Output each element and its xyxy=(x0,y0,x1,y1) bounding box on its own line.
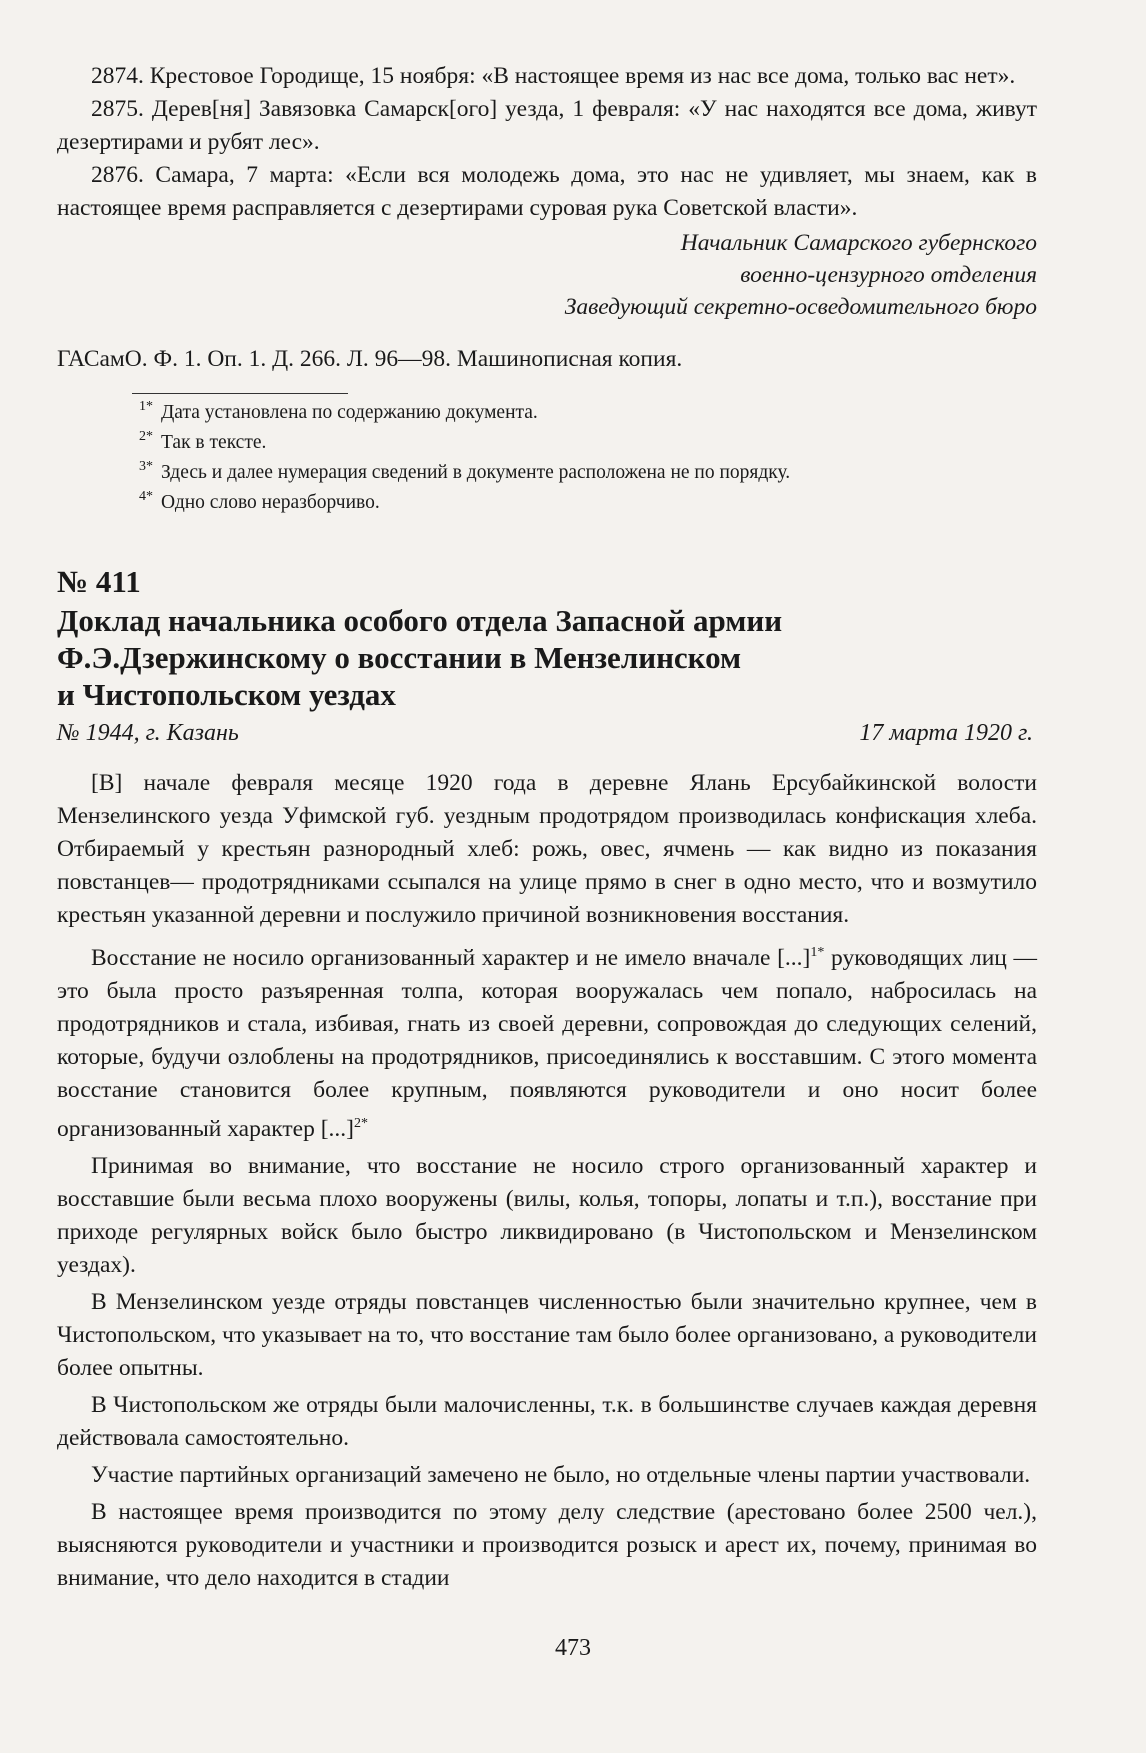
footnote-ref: 1* xyxy=(810,945,825,960)
document-ref: № 1944, г. Казань xyxy=(57,720,239,746)
body-paragraph: [В] начале февраля месяце 1920 года в деревне Ялань Ерсубайкинской волости Мензелинского уезда Уфимской губ. уездным продотрядом производилась конфискация хлеба. Отбираемый у крестьян разнородный хлеб: рожь, овес, ячмень — как видно из показания повстанцев— продотрядниками ссыпался на улице прямо в снег в одно место, что и возмутило крестьян указанной деревни и послужило причиной возникновения восстания. xyxy=(57,770,1037,928)
reports xyxy=(57,60,1037,225)
page-content xyxy=(57,60,1037,1599)
body-paragraph: В Чистопольском же отряды были малочисленны, т.к. в большинстве случаев каждая деревня действовала самостоятельно. xyxy=(57,1391,1037,1451)
document-number: № 411 xyxy=(57,564,141,599)
footnote: 2* Так в тексте. xyxy=(139,429,267,453)
footnote: 1* Дата установлена по содержанию документа. xyxy=(139,399,538,423)
report-2874: 2874. Крестовое Городище, 15 ноября: «В настоящее время из нас все дома, только вас нет». xyxy=(91,63,1016,89)
document-title-line: Ф.Э.Дзержинскому о восстании в Мензелинском xyxy=(57,640,742,675)
document-body xyxy=(57,767,1037,1595)
signature-line: военно-цензурного отделения xyxy=(740,262,1037,288)
report-2875: 2875. Дерев[ня] Завязовка Самарск[ого] уезда, 1 февраля: «У нас находятся все дома, живут дезертирами и рубят лес». xyxy=(57,96,1037,155)
body-paragraph: Восстание не носило организованный характер и не имело вначале [...]$^{1*}$ руководящих лиц — это была просто разъяренная толпа, которая вооружалась чем попало, набросилась на продотрядников и стала, избивая, гнать из своей деревни, сопровождая до следующих селений, которые, будучи озлоблены на продотрядников, присоединялись к восставшим. С этого момента восстание становится более крупным, появляются руководители и оно носит более организованный характер [...]$^{2*}$ xyxy=(57,944,1037,1142)
body-paragraph: Принимая во внимание, что восстание не носило строго организованный характер и восставшие были весьма плохо вооружены (вилы, колья, топоры, лопаты и т.п.), восстание при приходе регулярных войск было быстро ликвидировано (в Чистопольском и Мензелинском уездах). xyxy=(57,1152,1037,1278)
document-meta xyxy=(57,717,1037,749)
footnotes xyxy=(57,398,1037,518)
report-2876: 2876. Самара, 7 марта: «Если вся молодежь дома, это нас не удивляет, мы знаем, как в настоящее время расправляется с дезертирами суровая рука Советской власти». xyxy=(57,162,1037,221)
document-title-line: и Чистопольском уездах xyxy=(57,677,396,712)
signature-line: Заведующий секретно-осведомительного бюро xyxy=(564,294,1037,320)
document-title-line: Доклад начальника особого отдела Запасной армии xyxy=(57,603,783,638)
footnote-ref: 2* xyxy=(354,1115,368,1131)
document-title xyxy=(57,604,1037,711)
signature-block xyxy=(57,227,1037,323)
body-paragraph: В настоящее время производится по этому делу следствие (арестовано более 2500 чел.), выясняются руководители и участники и производится розыск и арест их, почему, принимая во внимание, что дело находится в стадии xyxy=(57,1498,1037,1591)
footnote-divider xyxy=(132,393,348,394)
body-paragraph: В Мензелинском уезде отряды повстанцев численностью были значительно крупнее, чем в Чистопольском, что указывает на то, что восстание там было более организовано, а руководители более опытны. xyxy=(57,1288,1037,1381)
page-number: 473 xyxy=(555,1635,591,1661)
footnote: 3* Здесь и далее нумерация сведений в документе расположена не по порядку. xyxy=(139,459,791,483)
signature-line: Начальник Самарского губернского xyxy=(680,230,1037,256)
footnote: 4* Одно слово неразборчиво. xyxy=(139,489,380,513)
body-paragraph: Участие партийных организаций замечено не было, но отдельные члены партии участвовали. xyxy=(91,1461,1031,1488)
archive-source: ГАСамО. Ф. 1. Оп. 1. Д. 266. Л. 96—98. Машинописная копия. xyxy=(57,346,683,372)
document-date: 17 марта 1920 г. xyxy=(859,720,1033,746)
